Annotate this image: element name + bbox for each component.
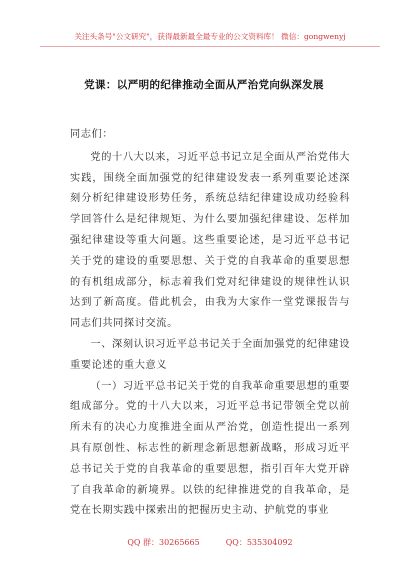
document-title: 党课：以严明的纪律推动全面从严治党向纵深发展 bbox=[84, 79, 324, 91]
footer-qq-contact: QQ：535304092 bbox=[225, 538, 293, 547]
footer-qq-group: QQ 群：30265665 bbox=[127, 538, 200, 547]
salutation: 同志们： bbox=[70, 129, 114, 140]
page-footer bbox=[40, 536, 380, 550]
paragraph-intro: 党的十八大以来，习近平总书记立足全面从严治党伟大实践，围绕全面加强党的纪律建设发表一系列重要论述深刻分析纪律建设形势任务，系统总结纪律建设成功经验科学回答什么是纪律规矩、为什么要加强纪律建设、怎样加强纪律建设等重大问题。这些重要论述，是习近平总书记关于党的建设的重要思想、关于党的自我革命的重要思想的有机组成部分，标志着我们党对纪律建设的规律性认识达到了新高度。借此机会，由我为大家作一堂党课报告与同志们共同探讨交流。 bbox=[70, 151, 350, 330]
page-header-banner: 关注头条号"公文研究"，获得最新最全最专业的公文资料库！ 微信：gongwenyj bbox=[74, 32, 346, 41]
section-heading-1: 一、深刻认识习近平总书记关于全面加强党的纪律建设重要论述的重大意义 bbox=[70, 338, 350, 371]
document-body bbox=[70, 125, 350, 522]
header-divider bbox=[40, 46, 380, 47]
paragraph-section-1-1: （一）习近平总书记关于党的自我革命重要思想的重要组成部分。党的十八大以来，习近平总书记带领全党以前所未有的决心力度推进全面从严治党，创造性提出一系列具有原创性、标志性的新理念新思想新战略，形成习近平总书记关于党的自我革命的重要思想，指引百年大党开辟了自我革命的新境界。以铁的纪律推进党的自我革命，是党在长期实践中探索出的把握历史主动、护航党的事业 bbox=[70, 380, 350, 517]
